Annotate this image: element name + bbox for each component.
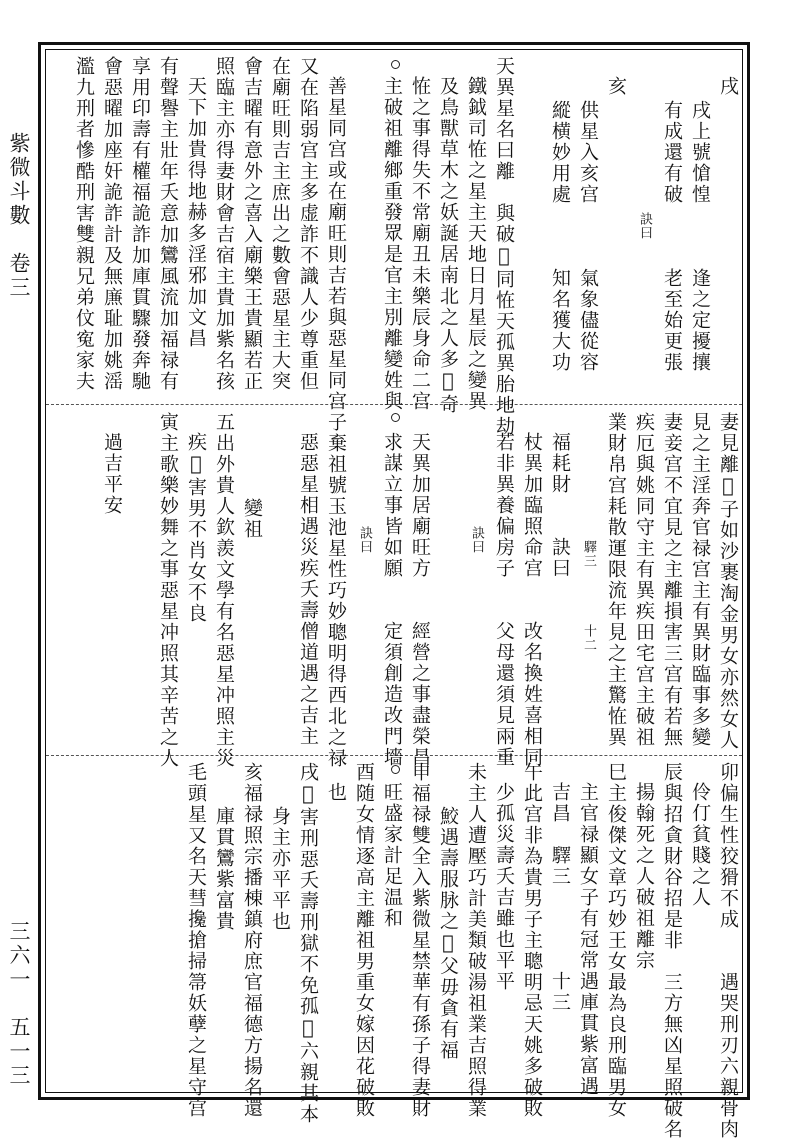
text-column: 伶仃貧賤之人 [689,782,711,908]
page-frame [38,42,750,1140]
text-column: 會吉曜有意外之喜入廟樂王貴顯若正 [241,56,263,392]
binding-hole-2 [391,413,400,422]
text-column: 過吉平安 [101,432,123,516]
text-column: 亥福禄照宗播棟鎮府庶官福德方揚名還 [241,762,263,1119]
text-column: 訣曰 [357,484,372,554]
text-column: 鮫遇壽服脉之𣢾父毋貪有福 [437,806,459,1061]
text-column: 在廟旺則吉主庶出之數會惡星主大突 [269,56,291,392]
text-column: 申福禄雙全入紫微星禁華有孫子得妻財 [409,762,431,1119]
text-column: 見之主淫奔官禄宫主有異財臨事多變 [689,412,711,748]
text-column: 驛三 十二 [581,484,596,652]
text-column: 午此宫非為貴男子主聰明忌天姚多破敗 [521,762,543,1119]
text-column: 及鳥獸草木之妖誕居南北之人多𢤢奇 [437,76,459,415]
text-column: 天異星名曰離 與破𣢾同恠天孤異胎地劫 [493,56,515,437]
book-title: 紫微斗數 卷三 [7,132,31,300]
text-column: 疾厄與姚同守主有異疾田宅宫主破祖 [633,412,655,748]
text-column: 疾𣢾害男不肖女不良 [185,432,207,624]
text-column: 會惡曜加座奸詭詐計及無㢘耻加姚滛 [101,56,123,392]
text-column: 訣曰 [637,128,652,240]
text-column: 主官禄顯女子有冠常遇庫貫紫富遇 [577,782,599,1097]
text-column: 若非異養偏房子 父母還須見兩重 [493,432,515,768]
text-column: 有聲譽主壯年夭意加鸞風流加福禄有 [157,56,179,392]
text-column: 鐵鉞司恠之星主天地日月星辰之變異 [465,76,487,412]
text-column: 有成還有破 老至始更張 [661,100,683,373]
text-column: 求謀立事皆如願 定須創造改門墻 [381,432,403,768]
text-column: 巳主俊傑文章巧妙王女最為良刑臨男女 [605,762,627,1119]
text-column: 福耗財 訣曰 [549,432,571,579]
inner-frame [45,49,743,1140]
text-column: 濫九刑者慘酷刑害雙親兄弟伩寃家夫 [73,56,95,392]
text-block-top [46,56,742,437]
text-block-middle [46,412,742,769]
text-column: 酉随女情逐高主離祖男重女嫁因花破敗 [353,762,375,1119]
text-column: 也 [325,782,347,803]
text-column: 旺盛家計足温和 [381,782,403,929]
text-column: 身主亦平平也 [269,806,291,932]
text-column: 善星同宫或在廟旺則吉若與惡星同宫 [325,76,347,412]
text-column: 寅主歌樂妙舞之事惡星冲照其辛苦之人 [157,412,179,769]
text-column: 天下加貴得地赫多淫邪加文昌 [185,76,207,349]
text-column: 妻妾宫不宜見之主離損害三宫有若無 [661,412,683,748]
text-column: 少孤災壽夭吉雖也平平 [493,782,515,992]
text-column: 業財帛宫耗散運限流年見之主驚恠異 [605,412,627,748]
text-column: 天異加居廟旺方 經營之事盡榮昌 [409,432,431,768]
text-column: 辰與招貪財谷招是非 三方無凶星照破名 [661,762,683,1140]
text-column: 揚翰死之人破祖離宗 [633,782,655,971]
binding-hole-1 [391,60,400,69]
text-column: 享用印壽有權福詭詐加庫貫驟發奔馳 [129,56,151,392]
text-column: 毛頭星又名天彗攙搶掃箒妖孽之星守宫 [185,762,207,1119]
text-column: 卯偏生性狡猾不成 遇哭刑刃六親骨肉 [717,762,739,1140]
text-column: 惡惡星相遇災疾夭壽僧道遇之吉主 [297,432,319,747]
text-column: 子棄祖號玉池星性巧妙聰明得西北之禄 [325,412,347,769]
text-column: 又在陷弱宫主多虚詐不識人少尊重但 [297,56,319,392]
text-column: 妻見離𣢾子如沙裹淘金男女亦然女人 [717,412,739,751]
text-column: 恠之事得失不常廟丑未樂辰身命二宫 [409,76,431,412]
text-column: 吉昌 驛三 十三 [549,782,571,1013]
text-block-bottom [46,762,742,1140]
text-column: 戌上號愴惶 逢之定擾攘 [689,100,711,373]
text-column: 杖異加臨照命宫 改名換姓喜相同 [521,432,543,768]
text-column: 照臨主亦得妻財會吉宿主貴加紫名孩 [213,56,235,392]
text-column: 亥 [605,76,627,97]
text-column: 戌 [717,76,739,97]
text-column: 訣曰 [469,484,484,554]
text-column: 戌𣢾害刑惡夭壽刑獄不免孤𣢾六親其本 [297,762,319,1125]
page-number: 三六一 五一三 [7,920,31,1088]
text-column: 變祖 [241,456,263,540]
text-column: 五出外貴人欽羨文學有名惡星冲照主災 [213,412,235,769]
text-column: 庫貫鸞紫富貴 [213,806,235,932]
text-column: 縱横妙用處 知名獲大功 [549,100,571,373]
text-column: 主破祖離鄉重發眾是官主別離變姓與 [381,76,403,412]
binding-hole-3 [391,765,400,774]
text-column: 供星入亥宫 氣象儘從容 [577,100,599,373]
text-column: 未主人遭壓巧計美類破湯祖業吉照得業 [465,762,487,1119]
